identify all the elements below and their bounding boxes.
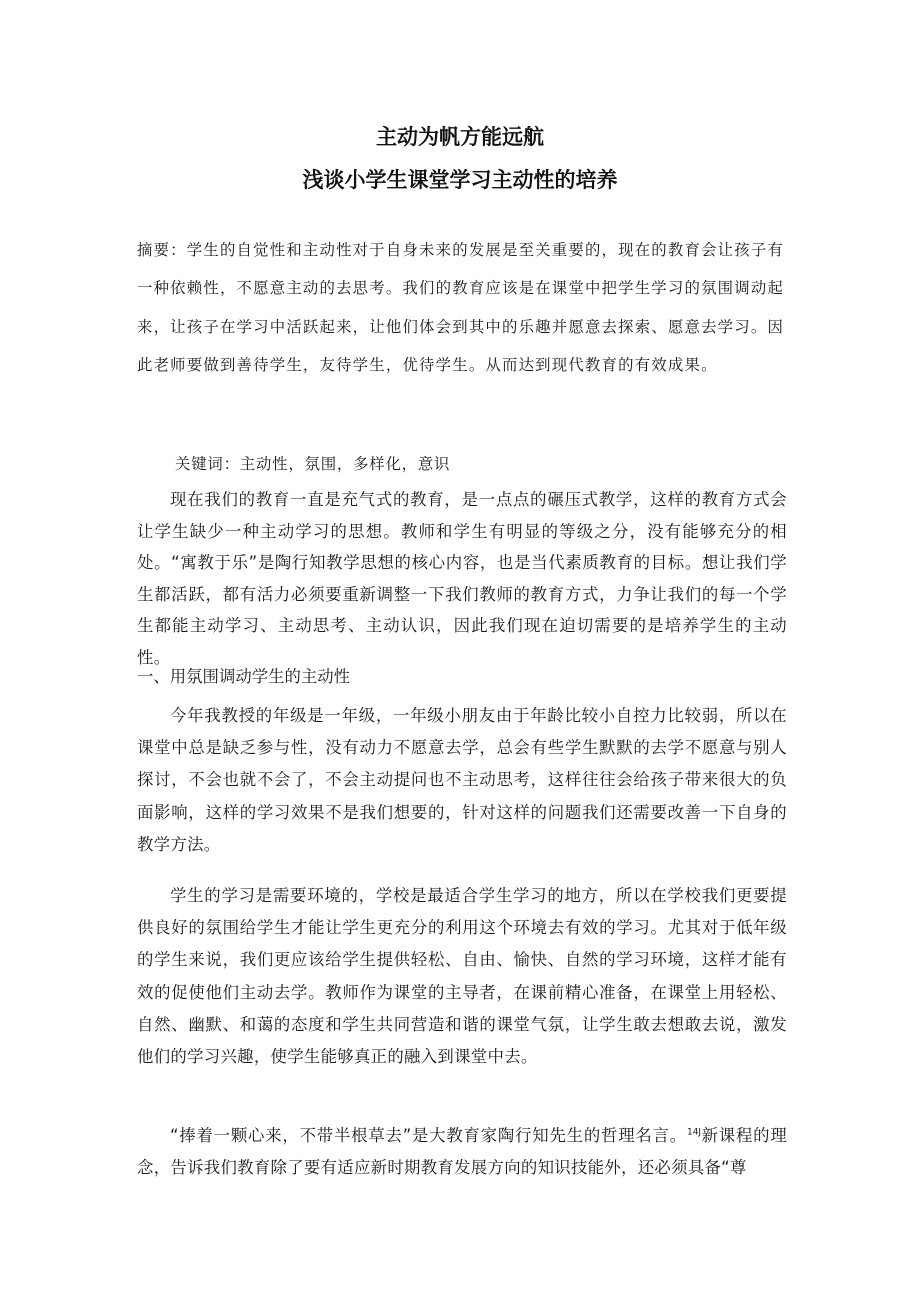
body-paragraph: 学生的学习是需要环境的，学校是最适合学生学习的地方，所以在学校我们更要提供良好的氛围给学生才能让学生更充分的利用这个环境去有效的学习。尤其对于低年级的学生来说，我们更应该给学生提供轻松、自由、愉快、自然的学习环境，这样才能有效的促使他们主动去学。教师作为课堂的主导者，在课前精心准备，在课堂上用轻松、自然、幽默、和蔼的态度和学生共同营造和谐的课堂气氛，让学生敢去想敢去说，激发他们的学习兴趣，使学生能够真正的融入到课堂中去。 xyxy=(137,886,787,1067)
body-paragraph: 现在我们的教育一直是充气式的教育，是一点点的碾压式教学，这样的教育方式会让学生缺少一种主动学习的思想。教师和学生有明显的等级之分，没有能够充分的相处。“寓教于乐”是陶行知教学思想的核心内容，也是当代素质教育的目标。想让我们学生都活跃，都有活力必须要重新调整一下我们教师的教育方式，力争让我们的每一个学生都能主动学习、主动思考、主动认识，因此我们现在迫切需要的是培养学生的主动性。 xyxy=(137,490,787,667)
quote-continuation: 新课程的理念，告诉我们教育除了要有适应新时期教育发展方向的知识技能外，还必须具备“尊 xyxy=(137,1126,788,1177)
section-heading: 一、用氛围调动学生的主动性 xyxy=(137,667,351,686)
abstract-paragraph: 摘要：学生的自觉性和主动性对于自身未来的发展是至关重要的，现在的教育会让孩子有一种依赖性，不愿意主动的去思考。我们的教育应该是在课堂中把学生学习的氛围调动起来，让孩子在学习中活跃起来，让他们体会到其中的乐趣并愿意去探索、愿意去学习。因此老师要做到善待学生，友待学生，优待学生。从而达到现代教育的有效成果。 xyxy=(137,241,785,374)
document-title: 主动为帆方能远航 xyxy=(376,125,544,149)
citation-marker: 14J xyxy=(686,1127,702,1138)
quote-text: “捧着一颗心来，不带半根草去”是大教育家陶行知先生的哲理名言。 xyxy=(170,1126,687,1145)
body-paragraph-quote xyxy=(137,1120,787,1184)
keywords-line: 关键词：主动性，氛围，多样化，意识 xyxy=(175,455,451,473)
body-paragraph: 今年我教授的年级是一年级，一年级小朋友由于年龄比较小自控力比较弱，所以在课堂中总是缺乏参与性，没有动力不愿意去学，总会有些学生默默的去学不愿意与别人探讨，不会也就不会了，不会主动提问也不主动思考，这样往往会给孩子带来很大的负面影响，这样的学习效果不是我们想要的，针对这样的问题我们还需要改善一下自身的教学方法。 xyxy=(137,706,787,854)
document-subtitle: 浅谈小学生课堂学习主动性的培养 xyxy=(302,168,618,192)
